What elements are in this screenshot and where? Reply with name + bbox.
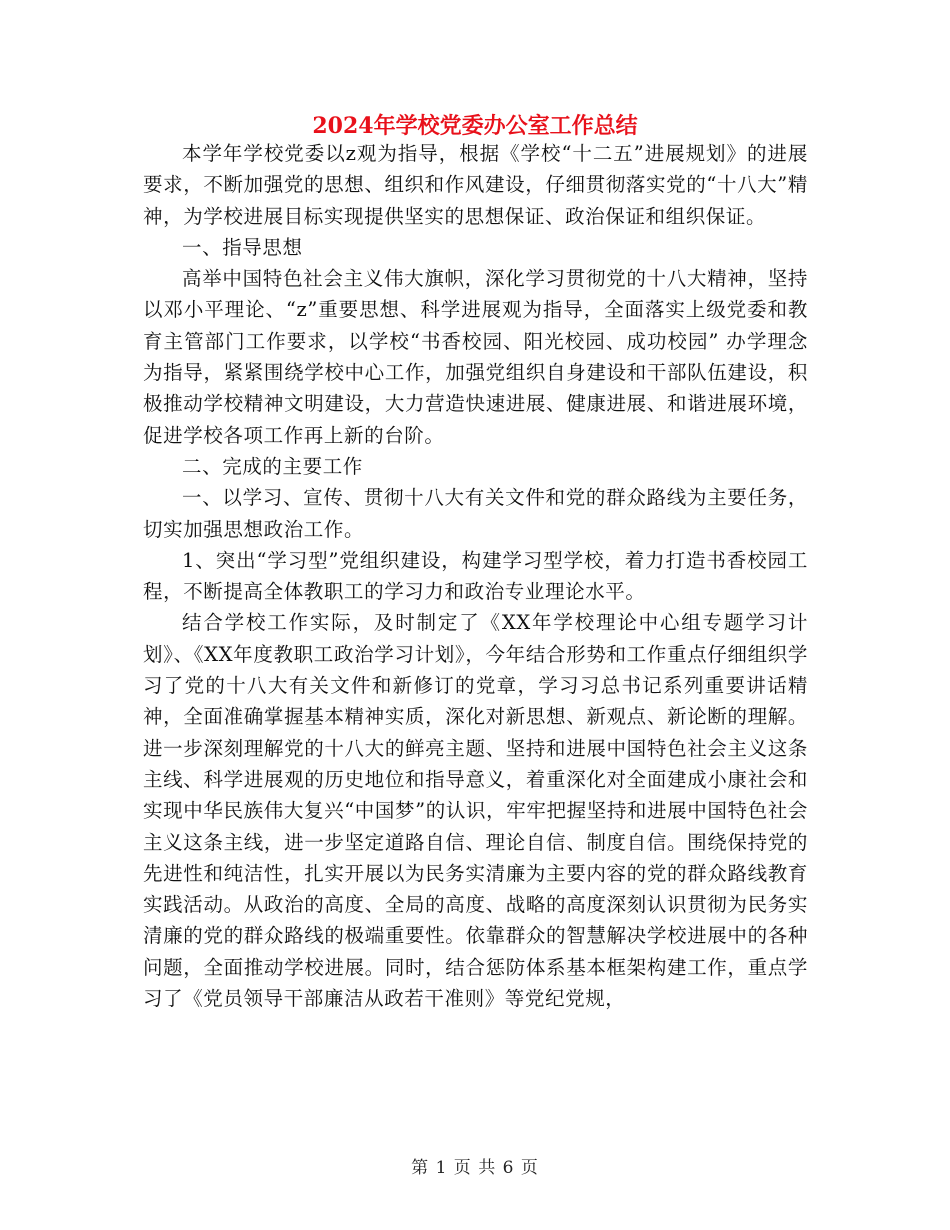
- document-title: 2024年学校党委办公室工作总结: [312, 113, 638, 139]
- paragraph-study-plan: 结合学校工作实际，及时制定了《XX年学校理论中心组专题学习计划》、《XX年度教职工政治学习计划》，今年结合形势和工作重点仔细组织学习了党的十八大有关文件和新修订的党章，学习习总书记系列重要讲话精神，全面准确掌握基本精神实质，深化对新思想、新观点、新论断的理解。进一步深刻理解党的十八大的鲜亮主题、坚持和进展中国特色社会主义这条主线、科学进展观的历史地位和指导意义，着重深化对全面建成小康社会和实现中华民族伟大复兴“中国梦”的认识，牢牢把握坚持和进展中国特色社会主义这条主线，进一步坚定道路自信、理论自信、制度自信。围绕保持党的先进性和纯洁性，扎实开展以为民务实清廉为主要内容的党的群众路线教育实践活动。从政治的高度、全局的高度、战略的高度深刻认识贯彻为民务实清廉的党的群众路线的极端重要性。依靠群众的智慧解决学校进展中的各种问题，全面推动学校进展。同时，结合惩防体系基本框架构建工作，重点学习了《党员领导干部廉洁从政若干准则》等党纪党规，: [143, 611, 808, 1011]
- page-footer: 第 1 页 共 6 页: [411, 1158, 539, 1178]
- paragraph-main-task: 一、以学习、宣传、贯彻十八大有关文件和党的群众路线为主要任务，切实加强思想政治工作。: [143, 486, 808, 541]
- document-body: [143, 138, 808, 1014]
- paragraph-intro: 本学年学校党委以z观为指导，根据《学校“十二五”进展规划》的进展要求，不断加强党的思想、组织和作风建设，仔细贯彻落实党的“十八大”精神，为学校进展目标实现提供坚实的思想保证、政治保证和组织保证。: [143, 142, 808, 228]
- section-heading-guiding-thought: 一、指导思想: [182, 235, 303, 259]
- paragraph-guiding-thought: 高举中国特色社会主义伟大旗帜，深化学习贯彻党的十八大精神，坚持以邓小平理论、“z”重要思想、科学进展观为指导，全面落实上级党委和教育主管部门工作要求，以学校“书香校园、阳光校园、成功校园” 办学理念为指导，紧紧围绕学校中心工作，加强党组织自身建设和干部队伍建设，积极推动学校精神文明建设，大力营造快速进展、健康进展、和谐进展环境，促进学校各项工作再上新的台阶。: [143, 267, 808, 447]
- section-heading-main-work: 二、完成的主要工作: [182, 454, 363, 478]
- paragraph-learning-org: 1、突出“学习型”党组织建设，构建学习型学校，着力打造书香校园工程，不断提高全体教职工的学习力和政治专业理论水平。: [143, 548, 808, 604]
